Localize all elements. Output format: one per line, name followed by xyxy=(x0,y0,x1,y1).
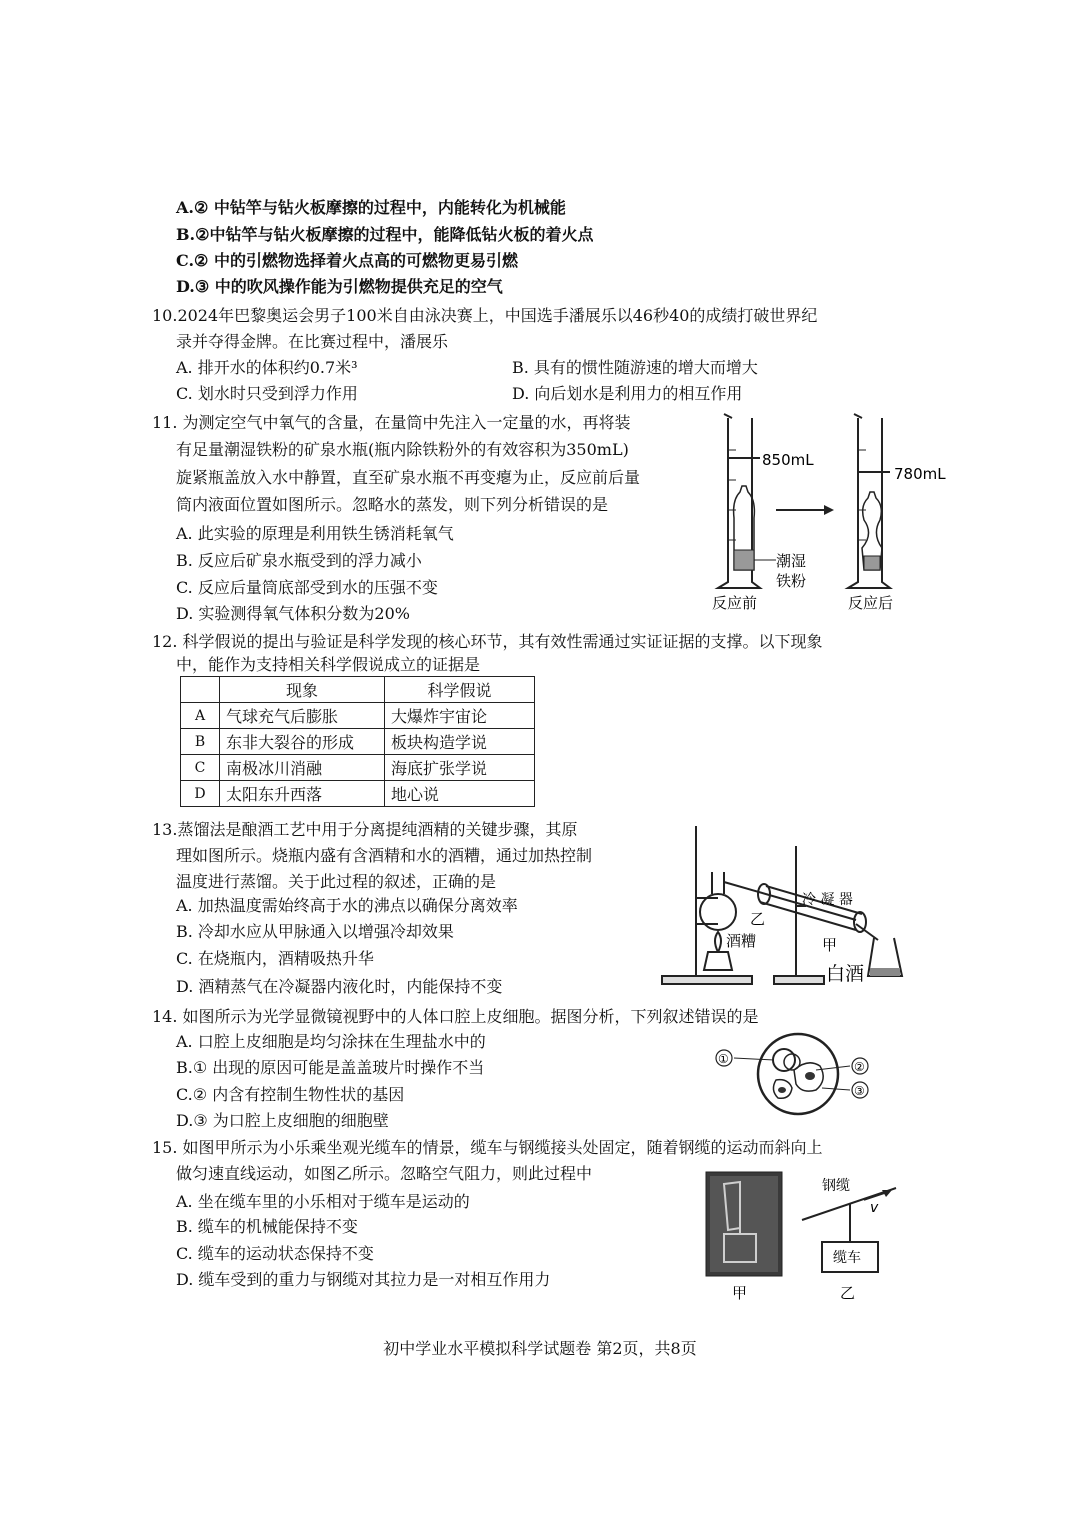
marker-1: ① xyxy=(718,1052,729,1066)
yi-label: 乙 xyxy=(750,910,766,928)
q13-option-b: B. 冷却水应从甲脉通入以增强冷却效果 xyxy=(176,922,454,941)
table-header-row xyxy=(181,677,535,703)
q9-option-d: D.③ 中的吹风操作能为引燃物提供充足的空气 xyxy=(176,277,503,296)
q11-stem-4: 筒内液面位置如图所示。忽略水的蒸发，则下列分析错误的是 xyxy=(176,495,609,514)
q15-stem-2: 做匀速直线运动，如图乙所示。忽略空气阻力，则此过程中 xyxy=(176,1164,593,1183)
q11-option-a: A. 此实验的原理是利用铁生锈消耗氧气 xyxy=(176,524,454,543)
q13-stem-3: 温度进行蒸馏。关于此过程的叙述，正确的是 xyxy=(176,872,497,891)
photo-caption-jia: 甲 xyxy=(732,1284,748,1302)
q11-stem-2: 有足量潮湿铁粉的矿泉水瓶(瓶内除铁粉外的有效容积为350mL) xyxy=(176,440,629,459)
q14-option-d: D.③ 为口腔上皮细胞的细胞壁 xyxy=(176,1111,389,1130)
q13-stem-2: 理如图所示。烧瓶内盛有含酒精和水的酒糟，通过加热控制 xyxy=(176,846,593,865)
q9-option-c: C.② 中的引燃物选择着火点高的可燃物更易引燃 xyxy=(176,251,518,270)
table-cell: B xyxy=(181,729,220,755)
before-level-label: 850mL xyxy=(762,451,814,469)
table-cell: 地心说 xyxy=(385,781,535,807)
q11-cylinder-figure xyxy=(700,410,960,620)
table-row xyxy=(181,729,535,755)
q10-option-c: C. 划水时只受到浮力作用 xyxy=(176,384,358,403)
q10-stem-1: 10.2024年巴黎奥运会男子100米自由泳决赛上，中国选手潘展乐以46秒40的成绩打破世界纪 xyxy=(152,306,818,325)
marker-3: ③ xyxy=(854,1084,865,1098)
after-level-label: 780mL xyxy=(894,465,946,483)
q13-distillation-figure xyxy=(656,820,916,992)
table-cell: D xyxy=(181,781,220,807)
q11-option-d: D. 实验测得氧气体积分数为20% xyxy=(176,604,410,623)
q15-option-c: C. 缆车的运动状态保持不变 xyxy=(176,1244,374,1263)
q10-option-d: D. 向后划水是利用力的相互作用 xyxy=(512,384,743,403)
q15-stem-1: 15. 如图甲所示为小乐乘坐观光缆车的情景，缆车与钢缆接头处固定，随着钢缆的运动而斜向上 xyxy=(152,1138,823,1157)
table-row xyxy=(181,755,535,781)
q14-microscope-figure xyxy=(712,1030,892,1120)
q12-table xyxy=(180,676,535,807)
page-footer: 初中学业水平模拟科学试题卷 第2页，共8页 xyxy=(383,1339,697,1358)
table-cell: 气球充气后膨胀 xyxy=(220,703,385,729)
q12-stem-1: 12. 科学假说的提出与验证是科学发现的核心环节，其有效性需通过实证证据的支撑。以下现象 xyxy=(152,632,823,651)
header-cell: 科学假说 xyxy=(385,677,535,703)
diagram-caption-yi: 乙 xyxy=(840,1284,856,1302)
q13-option-d: D. 酒精蒸气在冷凝器内液化时，内能保持不变 xyxy=(176,977,503,996)
table-cell: A xyxy=(181,703,220,729)
q13-stem-1: 13.蒸馏法是酿酒工艺中用于分离提纯酒精的关键步骤，其原 xyxy=(152,820,578,839)
after-caption: 反应后 xyxy=(848,594,894,612)
iron-label-2: 铁粉 xyxy=(776,572,807,590)
q10-option-b: B. 具有的惯性随游速的增大而增大 xyxy=(512,358,758,377)
q9-option-a: A.② 中钻竿与钻火板摩擦的过程中，内能转化为机械能 xyxy=(176,198,566,217)
q12-stem-2: 中，能作为支持相关科学假说成立的证据是 xyxy=(176,655,481,674)
q13-option-a: A. 加热温度需始终高于水的沸点以确保分离效率 xyxy=(176,896,518,915)
q10-option-a: A. 排开水的体积约0.7米³ xyxy=(176,358,358,377)
q10-stem-2: 录并夺得金牌。在比赛过程中，潘展乐 xyxy=(176,332,449,351)
header-cell: 现象 xyxy=(220,677,385,703)
table-cell: C xyxy=(181,755,220,781)
q14-option-b: B.① 出现的原因可能是盖盖玻片时操作不当 xyxy=(176,1058,485,1077)
q11-stem-3: 旋紧瓶盖放入水中静置，直至矿泉水瓶不再变瘪为止，反应前后量 xyxy=(176,468,641,487)
q15-cablecar-figure xyxy=(700,1170,900,1306)
table-row xyxy=(181,703,535,729)
baijiu-label: 白酒 xyxy=(826,963,865,985)
iron-label-1: 潮湿 xyxy=(776,552,807,570)
car-label: 缆车 xyxy=(833,1250,861,1266)
marker-2: ② xyxy=(854,1060,865,1074)
velocity-label: v xyxy=(870,1200,879,1216)
table-cell: 海底扩张学说 xyxy=(385,755,535,781)
q11-option-c: C. 反应后量筒底部受到水的压强不变 xyxy=(176,578,438,597)
q15-option-b: B. 缆车的机械能保持不变 xyxy=(176,1217,358,1236)
q9-option-b: B.②中钻竿与钻火板摩擦的过程中，能降低钻火板的着火点 xyxy=(176,225,594,244)
jiuzao-label: 酒糟 xyxy=(726,932,757,950)
table-row xyxy=(181,781,535,807)
table-cell: 太阳东升西落 xyxy=(220,781,385,807)
q15-option-d: D. 缆车受到的重力与钢缆对其拉力是一对相互作用力 xyxy=(176,1270,551,1289)
table-cell: 南极冰川消融 xyxy=(220,755,385,781)
jia-label: 甲 xyxy=(822,936,838,954)
q11-stem-1: 11. 为测定空气中氧气的含量，在量筒中先注入一定量的水，再将装 xyxy=(152,413,631,432)
cable-label: 钢缆 xyxy=(822,1178,850,1194)
condenser-label: 冷 凝 器 xyxy=(802,892,853,908)
q15-option-a: A. 坐在缆车里的小乐相对于缆车是运动的 xyxy=(176,1192,470,1211)
table-cell: 板块构造学说 xyxy=(385,729,535,755)
q13-option-c: C. 在烧瓶内，酒精吸热升华 xyxy=(176,949,374,968)
before-caption: 反应前 xyxy=(712,594,758,612)
q14-stem: 14. 如图所示为光学显微镜视野中的人体口腔上皮细胞。据图分析，下列叙述错误的是 xyxy=(152,1007,759,1026)
table-cell: 大爆炸宇宙论 xyxy=(385,703,535,729)
table-cell: 东非大裂谷的形成 xyxy=(220,729,385,755)
q14-option-a: A. 口腔上皮细胞是均匀涂抹在生理盐水中的 xyxy=(176,1032,486,1051)
q11-option-b: B. 反应后矿泉水瓶受到的浮力减小 xyxy=(176,551,422,570)
header-cell xyxy=(181,677,220,703)
q14-option-c: C.② 内含有控制生物性状的基因 xyxy=(176,1085,405,1104)
